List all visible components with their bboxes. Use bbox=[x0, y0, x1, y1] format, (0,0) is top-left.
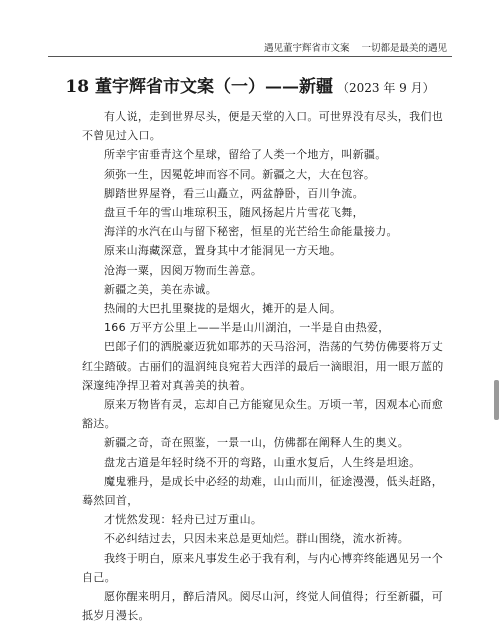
body-line: 盘亘千年的雪山堆琼积玉，随风扬起片片雪花飞舞， bbox=[104, 206, 364, 220]
header-book-title: 遇见董宇辉省市文案 bbox=[263, 43, 350, 54]
body-line: 才恍然发现：轻舟已过万重山。 bbox=[104, 513, 263, 527]
body-line: 新疆之美，美在赤诚。 bbox=[104, 282, 217, 296]
chapter-title bbox=[0, 72, 500, 97]
document-body bbox=[82, 107, 444, 625]
body-line: 须弥一生，因冕乾坤而容不同。新疆之大，大在包容。 bbox=[104, 167, 376, 181]
body-line: 盘龙古道是年轻时绕不开的弯路，山重水复后，人生终是坦途。 bbox=[104, 455, 421, 469]
body-line: 166 万平方公里上——半是山川湖泊，一半是自由热爱， bbox=[104, 321, 390, 335]
body-line: 沧海一粟，因阅万物而生善意。 bbox=[104, 263, 263, 277]
body-line: 有人说，走到世界尽头，便是天堂的入口。可世界没有尽头，我们也 bbox=[104, 110, 443, 123]
body-line: 蓦然回首， bbox=[82, 494, 139, 508]
body-line: 所幸宇宙垂青这个星球，留给了人类一个地方，叫新疆。 bbox=[104, 148, 387, 162]
chapter-title-text: 18 董宇辉省市文案（一）——新疆 bbox=[65, 77, 333, 97]
header-slogan: 一切都是最美的遇见 bbox=[361, 43, 447, 54]
body-line: 深邃纯净捍卫着对真善美的执着。 bbox=[82, 378, 252, 392]
body-line: 抵岁月漫长。 bbox=[82, 609, 150, 623]
body-line: 巴郎子们的洒脱豪迈犹如耶苏的天马浴河，浩荡的气势仿佛要将万丈 bbox=[104, 340, 443, 354]
body-line: 原来万物皆有灵，忘却自己方能窥见众生。万顷一苇，因观本心而愈 bbox=[104, 398, 443, 412]
body-line: 原来山海藏深意，置身其中才能洞见一方天地。 bbox=[104, 244, 342, 258]
running-header bbox=[264, 40, 447, 54]
body-line: 愿你醒来明月，醉后清风。阅尽山河，终觉人间值得；行至新疆，可 bbox=[104, 590, 443, 604]
body-line: 豁达。 bbox=[82, 417, 116, 431]
scrollbar-thumb[interactable] bbox=[494, 380, 499, 420]
body-line: 红尘踏破。古丽们的温润纯良宛若大西洋的最后一滴眼泪，用一眼万蓝的 bbox=[82, 359, 444, 373]
body-line: 魔鬼雅丹，是成长中必经的劫难，山山而川，征途漫漫，低头赶路， bbox=[104, 474, 443, 488]
body-line: 自己。 bbox=[82, 570, 116, 584]
body-line: 不曾见过入口。 bbox=[82, 129, 162, 143]
body-line: 我终于明白，原来凡事发生必于我有利，与内心博弈终能遇见另一个 bbox=[104, 551, 443, 565]
chapter-date: （2023 年 9 月） bbox=[336, 81, 435, 95]
body-line: 热闹的大巴扎里聚拢的是烟火，摊开的是人间。 bbox=[104, 302, 342, 316]
header-rule bbox=[48, 56, 452, 57]
body-line: 海洋的水汽在山与留下秘密，恒星的光芒给生命能量接力。 bbox=[104, 225, 398, 239]
body-line: 不必纠结过去，只因未来总是更灿烂。群山围绕，流水祈祷。 bbox=[104, 532, 410, 546]
body-line: 新疆之奇，奇在照鉴，一景一山，仿佛都在阐释人生的奥义。 bbox=[104, 436, 410, 450]
vertical-scrollbar[interactable] bbox=[492, 0, 500, 539]
body-line: 脚踏世界屋脊，看三山矗立，两盆静卧，百川争流。 bbox=[104, 186, 364, 200]
